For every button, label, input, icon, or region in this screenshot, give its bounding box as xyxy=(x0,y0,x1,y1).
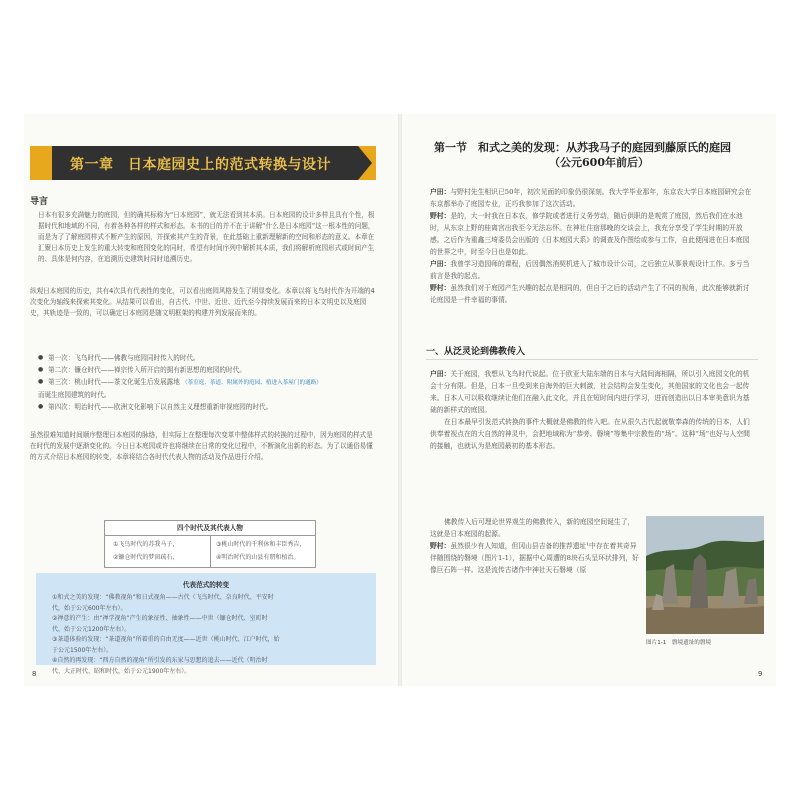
table-title: 四个时代及其代表人物 xyxy=(105,521,315,536)
paradigm-line: 代，始于公元1200年左右）。 xyxy=(52,625,131,633)
subsection-title: 一、从泛灵论到佛教传入 xyxy=(426,347,526,357)
paradigm-line: 代、大正时代、昭和时代，始于公元1900年左右）。 xyxy=(52,667,191,675)
section-title-main: 第一节 和式之美的发现：从苏我马子的庭园到藤原氏的庭园 xyxy=(434,141,731,154)
speaker-label: 野村： xyxy=(430,212,451,220)
speaker-label: 野村： xyxy=(430,542,451,550)
bullet-text: 第一次：飞鸟时代——佛教与庭园同时传入的时代。 xyxy=(48,354,200,362)
paradigm-line: 代，始于公元600年左右）。 xyxy=(52,604,127,612)
photo-illustration xyxy=(646,516,764,634)
bullet-text: 第四次：明治时代——欧洲文化影响下以自然主义理想重新审视庭园的时代。 xyxy=(48,403,273,411)
paradigm-line: ①和式之美的发现：“佛教视角”和日式视角——古代（飞鸟时代、奈良时代、平安时 xyxy=(52,594,274,601)
bullet-item xyxy=(38,376,374,389)
table-divider xyxy=(210,535,211,567)
paradigm-list xyxy=(52,593,368,677)
page-number: 8 xyxy=(32,670,37,678)
dialog-entry xyxy=(430,540,640,576)
bullet-text: 第二次：镰仓时代——禅宗传入所开启的拥有新思想的庭园的时代。 xyxy=(48,366,246,374)
era-bullet-list xyxy=(38,352,374,413)
era-table xyxy=(104,520,316,568)
section-title xyxy=(434,140,764,170)
bullet-tail: 而诞生庭园建筑的时代。 xyxy=(38,391,111,399)
dialog-block xyxy=(430,186,756,306)
dialog-text: 与野村先生相识已50年，初次见面的印象仍很深刻。我大学毕业那年，东京农大学日本庭园研究会在东京都举办了庭园专业，正巧我参加了这次活动。 xyxy=(430,188,752,208)
intro-paragraph: 虽然很难知道时间顺序整理日本庭园的脉络，但实际上在整理每次变革中整体样式的转换的过程中，因为庭园的样式是在时代的发展中逐渐变化的。今日日本庭园或许也将继续在日常的变化过程中，不断演化出新的形态。为了以通俗易懂的方式介绍日本庭园的转变，本章将结合各时代代表人物的活动及作品进行介绍。 xyxy=(30,431,373,461)
paradigm-line: ③茶道体验的发现：“茶道视角”所着重的自由无度——近世（桃山时代、江户时代，始 xyxy=(52,636,280,643)
dialog-entry xyxy=(430,186,756,210)
figure-caption: 图片1-1 磐境遗址的磐境 xyxy=(646,640,712,646)
speaker-label: 户田： xyxy=(430,370,451,378)
table-cell: ③桃山时代的千利休和丰臣秀吉， xyxy=(216,541,306,548)
book-spread xyxy=(24,114,776,686)
speaker-label: 户田： xyxy=(430,260,451,268)
paradigm-box xyxy=(36,573,376,675)
bullet-note: （茶室庭、茶道、附属外的庭园、植进入茶屋门的通路） xyxy=(181,380,322,386)
dialog-text: 虽然我们对于庭园产生兴趣的起点是相同的，但自于之后的活动产生了不同的视角，此次能够就新讨论庭园是一件幸福的事情。 xyxy=(430,284,750,304)
dialog-text: 虽然很少有人知道，但冈山县吉备的推荐遗址¹中存在着其奇异伴随围绕的磐境（图片1-1），据据中心周遭的8块石头呈环状排列，好像巨石阵一样。这是流传古诸作中神社天石磐境（原 xyxy=(430,542,639,574)
table-cell: ①飞鸟时代的苏我马子， xyxy=(113,541,179,548)
paradigm-box-title: 代表范式的转变 xyxy=(182,581,230,589)
chapter-title: 第一章 日本庭园史上的范式转换与设计 xyxy=(70,157,331,173)
banner-arrow-tip xyxy=(358,146,372,180)
bullet-item xyxy=(38,401,374,413)
bullet-item xyxy=(38,364,374,376)
speaker-label: 户田： xyxy=(430,188,451,196)
intro-heading: 导言 xyxy=(30,197,49,207)
dialog-text: 佛教传入后可理论世界观生的佛教传入，新的庭园空间诞生了，这就是日本庭园的起源。 xyxy=(430,518,635,538)
paradigm-line: ②禅意的产生：由“禅学视角”产生的象征性、抽象性——中世（镰仓时代、室町时 xyxy=(52,615,268,622)
chapter-banner xyxy=(30,146,376,180)
dialog-entry xyxy=(430,368,756,416)
speaker-label: 野村： xyxy=(430,284,451,292)
dialog-entry xyxy=(430,516,640,540)
intro-paragraph: 日本有很多充满魅力的庭园，但的确其标称为“日本庭园”，就无法看到其本质。日本庭园的设计多样且具有个性，根据时代和地域的不同，有着各种各样的样式和形态。本书的目的并不在于讲解“什么是日本庭园”这一根本性的问题，而是为了了解庭园样式不断产生的原因，并探索其产生的背景，在此基础上重新理解新的空间和形态的意义。本章在汇聚日本历史上发生的重大转变和庭园变化的同时，希望有时间序列中解析其本质，我们将解析庭园形式或时间产生的、具体是何内容，在追溯历史建筑时同时追溯历史。 xyxy=(38,211,375,263)
bullet-item xyxy=(38,352,374,364)
table-cell: ②镰仓时代的梦窗疏石， xyxy=(113,554,179,561)
left-page xyxy=(24,114,396,686)
dialog-block xyxy=(430,368,756,452)
dialog-entry xyxy=(430,210,756,258)
dialog-entry xyxy=(430,416,756,452)
dialog-text: 我曾学习造园师的课程，后因偶然消契机进入了城市设计公司，之后独立从事景观设计工作。多亏当前言是我的起点。 xyxy=(430,260,750,280)
table-cell: ④明治时代的山县有朋和植治。 xyxy=(216,554,300,561)
dialog-block xyxy=(430,516,640,576)
dialog-text: 在日本最早引发范式转换的事件大概就是佛教的传入吧。在从很久古代起就敬奉森的传统的日本，人们供奉着视点在的大自然的神灵中，会把地域称为“恭旁、磐境”等集中宗教性的“场”。这种“场”也好与人空間的接触，也就认为是庭园最初的基本形态。 xyxy=(430,418,750,450)
right-page xyxy=(404,114,776,686)
paradigm-line: 于公元1500年左右）。 xyxy=(52,646,113,654)
dialog-entry xyxy=(430,282,756,306)
section-subtitle: （公元600年前后） xyxy=(549,156,649,169)
subsection-divider xyxy=(426,359,758,360)
dialog-entry xyxy=(430,258,756,282)
intro-paragraph: 纵观日本庭园的历史，共有4次具有代表性的变化，可以看出庭园风格发生了明显变化。本章以将飞鸟时代作为开端的4次变化为轴线来探索其变化。从结果可以看出，自古代、中世、近世、近代至今持续发展而来的日本文明史以及庭园史，其轨迹是一致的，可以确定日本庭园是随文明框架的构建并列发展而来的。 xyxy=(30,287,375,317)
page-number: 9 xyxy=(758,670,763,678)
bullet-text: 第三次：桃山时代——茶文化诞生后发展露地 xyxy=(48,378,180,386)
standing-stones-photo xyxy=(646,516,764,634)
paradigm-line: ④自然的再发现：“西方自然的视角”所引发的东家与思想的追去——近代（明治时 xyxy=(52,657,268,664)
dialog-text: 关于庭园，我想从飞鸟时代说起。位于欧亚大陆东端的日本与大陆间海相隔，所以引入庭园文化的机会十分有限。但是，日本一旦受到来自海外的巨大刺激，社会结构会发生变化，其他国家的文化也会一起传来。日本人可以吸收继续让他们在融入此文化，并且在短时间内进行学习，进而创造出以日本审美意识为基础的新样式的庭园。 xyxy=(430,370,750,414)
book-gutter xyxy=(398,114,402,686)
dialog-text: 是的，大一时我在日本农，修学院或者进行义务劳动，随后供职的是观赏了庭园，然后我们在水池时，从东京上野的桂离宫出我至今无法忘怀。在神社住宿那晚的交谈会上，我充分享受了学生时期的开放感。之后作为重鑫三埼委员会出版的《日本庭园大系》的调查及作图绘或参与工作，自此便闯进在日本庭园的世界之中，时至今日也是如此。 xyxy=(430,212,750,256)
